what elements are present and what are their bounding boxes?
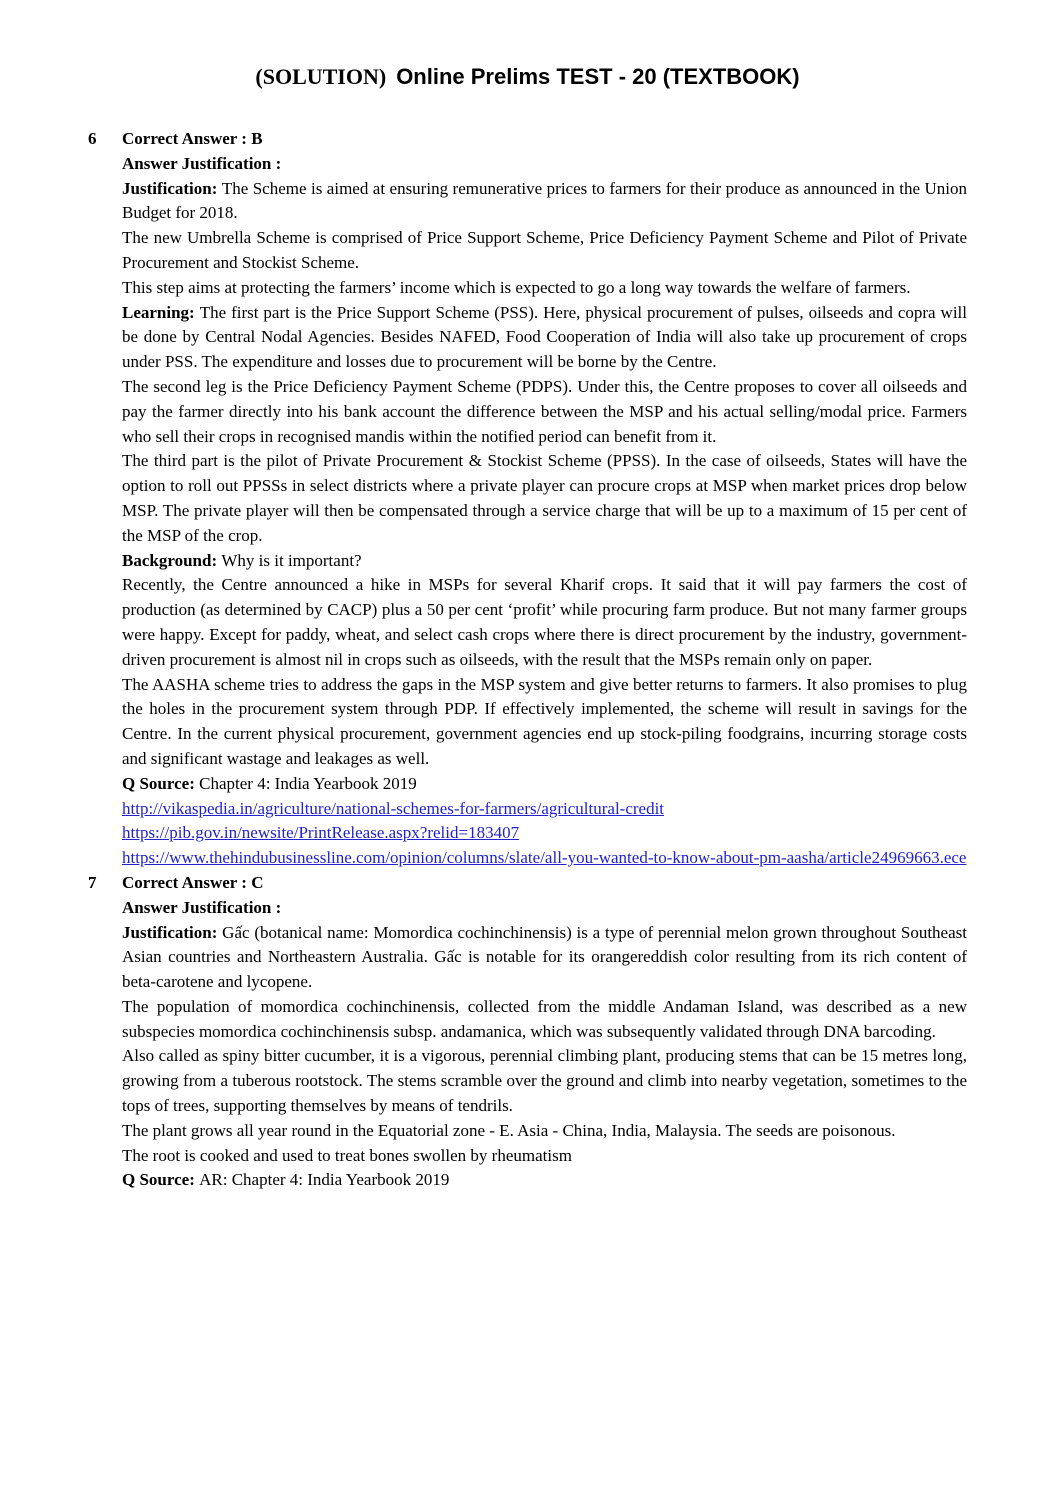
title-solution-label: (SOLUTION): [255, 64, 387, 89]
source-link-line: [122, 821, 967, 846]
paragraph-lead-label: Q Source:: [122, 1170, 200, 1190]
answer-justification-heading: Answer Justification :: [122, 153, 282, 173]
questions-list: [88, 127, 967, 1193]
paragraph-lead-label: Background:: [122, 550, 222, 570]
justification-paragraph: The root is cooked and used to treat bones swollen by rheumatism: [122, 1145, 572, 1165]
source-link[interactable]: https://www.thehindubusinessline.com/opinion/columns/slate/all-you-wanted-to-know-about-pm-aasha/article24969663.ece: [122, 848, 967, 868]
question-body: [122, 871, 967, 1193]
justification-paragraph: Q Source: AR: Chapter 4: India Yearbook 2019: [122, 1170, 450, 1190]
justification-paragraph: The AASHA scheme tries to address the gaps in the MSP system and give better returns to farmers. It also promises to plug the holes in the procurement system through PDP. If effectively implemented, the scheme will result in savings for the Centre. In the current physical procurement, government agencies end up stock-piling foodgrains, incurring storage costs and significant wastage and leakages as well.: [122, 674, 967, 768]
justification-paragraph: Also called as spiny bitter cucumber, it is a vigorous, perennial climbing plant, producing stems that can be 15 metres long, growing from a tuberous rootstock. The stems scramble over the ground and climb into nearby vegetation, sometimes to the tops of trees, supporting themselves by means of tendrils.: [122, 1046, 967, 1116]
source-link[interactable]: http://vikaspedia.in/agriculture/national-schemes-for-farmers/agricultural-credit: [122, 798, 665, 818]
answer-justification-heading: Answer Justification :: [122, 897, 282, 917]
justification-paragraph: Justification: The Scheme is aimed at ensuring remunerative prices to farmers for their produce as announced in the Union Budget for 2018.: [122, 178, 967, 223]
correct-answer-heading: Correct Answer : C: [122, 872, 264, 892]
correct-answer-heading: Correct Answer : B: [122, 129, 263, 148]
justification-paragraph: Learning: The first part is the Price Support Scheme (PSS). Here, physical procurement of pulses, oilseeds and copra will be done by Central Nodal Agencies. Besides NAFED, Food Cooperation of India will also take up procurement of crops under PSS. The expenditure and losses due to procurement will be borne by the Centre.: [122, 302, 967, 372]
paragraph-lead-label: Q Source:: [122, 773, 200, 793]
justification-paragraph: The second leg is the Price Deficiency Payment Scheme (PDPS). Under this, the Centre proposes to cover all oilseeds and pay the farmer directly into his bank account the difference between the MSP and his actual selling/modal price. Farmers who sell their crops in recognised mandis within the notified period can benefit from it.: [122, 376, 967, 446]
solution-item: [88, 127, 967, 871]
justification-paragraph: Justification: Gấc (botanical name: Momordica cochinchinensis) is a type of perennial melon grown throughout Southeast Asian countries and Northeastern Australia. Gấc is notable for its orangereddish color resulting from its rich content of beta-carotene and lycopene.: [122, 922, 967, 992]
justification-paragraph: The third part is the pilot of Private Procurement & Stockist Scheme (PPSS). In the case of oilseeds, States will have the option to roll out PPSSs in select districts where a private player can procure crops at MSP when market prices drop below MSP. The private player will then be compensated through a service charge that will be up to a maximum of 15 per cent of the MSP of the crop.: [122, 451, 967, 545]
justification-paragraph: The plant grows all year round in the Equatorial zone - E. Asia - China, India, Malaysia. The seeds are poisonous.: [122, 1120, 896, 1140]
justification-paragraph: The new Umbrella Scheme is comprised of Price Support Scheme, Price Deficiency Payment Scheme and Pilot of Private Procurement and Stockist Scheme.: [122, 228, 967, 272]
justification-paragraph: This step aims at protecting the farmers’ income which is expected to go a long way towards the welfare of farmers.: [122, 277, 911, 297]
paragraph-lead-label: Justification:: [122, 178, 222, 198]
question-number: 6: [88, 129, 97, 148]
title-test-label: Online Prelims TEST - 20 (TEXTBOOK): [396, 64, 800, 89]
source-link-line: [122, 846, 967, 871]
justification-paragraph: Q Source: Chapter 4: India Yearbook 2019: [122, 773, 417, 793]
question-number: 7: [88, 872, 97, 892]
question-body: [122, 127, 967, 871]
justification-paragraph: Recently, the Centre announced a hike in MSPs for several Kharif crops. It said that it will pay farmers the cost of production (as determined by CACP) plus a 50 per cent ‘profit’ while procuring farm produce. But not many farmer groups were happy. Except for paddy, wheat, and select cash crops where there is direct procurement by the industry, government-driven procurement is almost nil in crops such as oilseeds, with the result that the MSPs remain only on paper.: [122, 575, 967, 669]
source-link[interactable]: https://pib.gov.in/newsite/PrintRelease.aspx?relid=183407: [122, 823, 520, 843]
justification-paragraph: Background: Why is it important?: [122, 550, 362, 570]
page-title: [88, 62, 967, 92]
paragraph-lead-label: Justification:: [122, 922, 223, 942]
paragraph-lead-label: Learning:: [122, 302, 200, 322]
source-link-line: [122, 797, 967, 822]
solution-item: [88, 871, 967, 1193]
justification-paragraph: The population of momordica cochinchinensis, collected from the middle Andaman Island, was described as a new subspecies momordica cochinchinensis subsp. andamanica, which was subsequently validated through DNA barcoding.: [122, 996, 967, 1041]
